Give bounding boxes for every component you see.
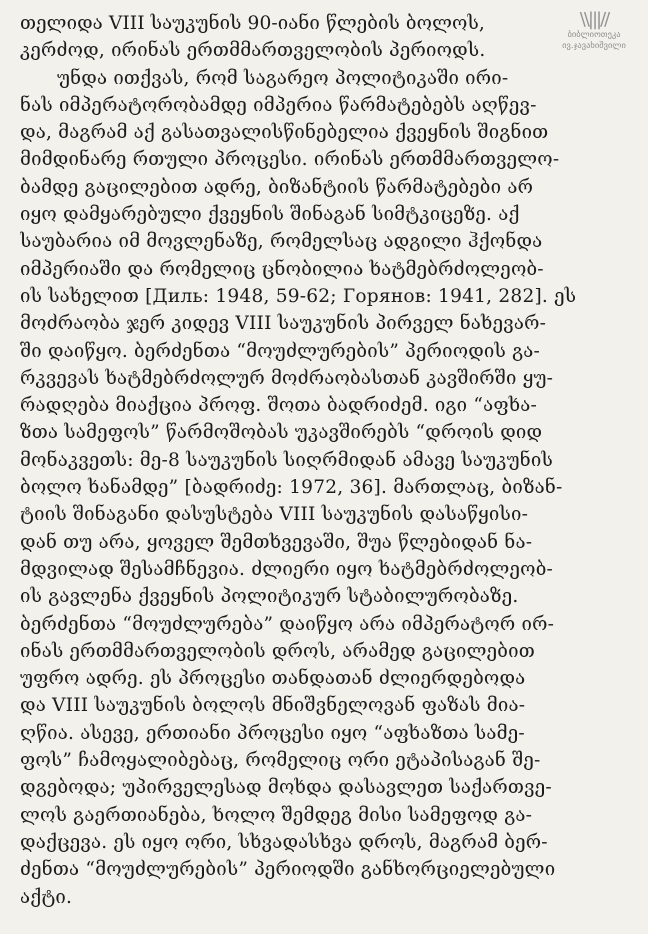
library-logo-icon: \\|||// [579, 9, 609, 30]
text-line: მდვილად შესამჩნევია. ძლიერი იყო ხატმებრძოლეობ- [20, 558, 554, 580]
text-line: ბამდე გაცილებით ადრე, ბიზანტიის წარმატებები არ [20, 176, 534, 198]
text-line: დაქცევა. ეს იყო ორი, სხვადასხვა დროს, მაგრამ ბერ- [20, 831, 548, 853]
text-line: ფოს” ჩამოყალიბებაც, რომელიც ორი ეტაპისაგან შე- [20, 750, 541, 772]
text-line: ღწია. ასევე, ერთიანი პროცესი იყო “აფხაზთა სამე- [20, 722, 525, 744]
text-line: მიმდინარე რთული პროცესი. ირინას ერთმმართველო- [20, 149, 560, 171]
text-line: იმპერიაში და რომელიც ცნობილია ხატმებრძოლეობ- [20, 258, 544, 280]
text-line: ძენთა “მოუძლურების” პერიოდში განხორციელებული [20, 859, 556, 881]
text-line: რკვევას ხატმებრძოლურ მოძრაობასთან კავშირში ყუ- [20, 367, 554, 389]
text-line: კერძოდ, ირინას ერთმმართველობის პერიოდს. [20, 40, 486, 62]
text-line: ზთა სამეფოს” წარმოშობას უკავშირებს “დროის დიდ [20, 422, 543, 444]
text-line: და, მაგრამ აქ გასათვალისწინებელია ქვეყნის შიგნით [20, 122, 549, 144]
text-line: და VIII საუკუნის ბოლოს მნიშვნელოვან ფაზას მია- [20, 695, 526, 717]
text-line: ლოს გაერთიანება, ხოლო შემდეგ მისი სამეფოდ გა- [20, 804, 533, 826]
stamp-title: ბიბლიოთეკა [567, 30, 621, 40]
page-text [20, 10, 618, 911]
text-line: თელიდა VIII საუკუნის 90-იანი წლების ბოლოს, [20, 13, 485, 34]
text-line: იყო დამყარებული ქვეყნის შინაგან სიმტკიცეზე. აქ [20, 204, 520, 226]
text-line-citation: ის სახელით [Диль: 1948, 59-62; Горянов: 1941, 282]. ეს [20, 285, 577, 307]
text-line: ში დაიწყო. ბერძენთა “მოუძლურების” პერიოდის გა- [20, 340, 541, 362]
text-line: მოძრაობა ჯერ კიდევ VIII საუკუნის პირველ ნახევარ- [20, 313, 547, 335]
text-line: ინას ერთმმართველობის დროს, არამედ გაცილებით [20, 640, 535, 662]
text-line: ბერძენთა “მოუძლურება” დაიწყო არა იმპერატორ ირ- [20, 613, 555, 635]
text-line: აქტი. [20, 886, 73, 908]
stamp-subtitle: ივ.ჯავახიშვილი [562, 41, 626, 51]
paragraph-start-line: უნდა ითქვას, რომ საგარეო პოლიტიკაში ირი- [57, 67, 509, 89]
text-line: ის გავლენა ქვეყნის პოლიტიკურ სტაბილურობაზე. [20, 586, 519, 608]
text-line: რადღება მიაქცია პროფ. შოთა ბადრიძემ. იგი “აფხა- [20, 395, 538, 417]
text-line: დან თუ არა, ყოველ შემთხვევაში, შუა წლებიდან ნა- [20, 531, 533, 553]
text-line: საუბარია იმ მოვლენაზე, რომელსაც ადგილი ჰქონდა [20, 231, 543, 253]
text-line-citation: ბოლო ხანამდე” [ბადრიძე: 1972, 36]. მართლაც, ბიზან- [20, 477, 563, 499]
text-line: უფრო ადრე. ეს პროცესი თანდათან ძლიერდებოდა [20, 668, 526, 690]
text-line: დგებოდა; უპირველესად მოხდა დასავლეთ საქართვე- [20, 777, 552, 799]
text-line: ნას იმპერატორობამდე იმპერია წარმატებებს აღწევ- [20, 94, 537, 116]
text-line: მონაკვეთს: მე-8 საუკუნის სიღრმიდან ამავე საუკუნის [20, 449, 553, 471]
text-line: ტიის შინაგანი დასუსტება VIII საუკუნის დასაწყისი- [20, 504, 529, 526]
